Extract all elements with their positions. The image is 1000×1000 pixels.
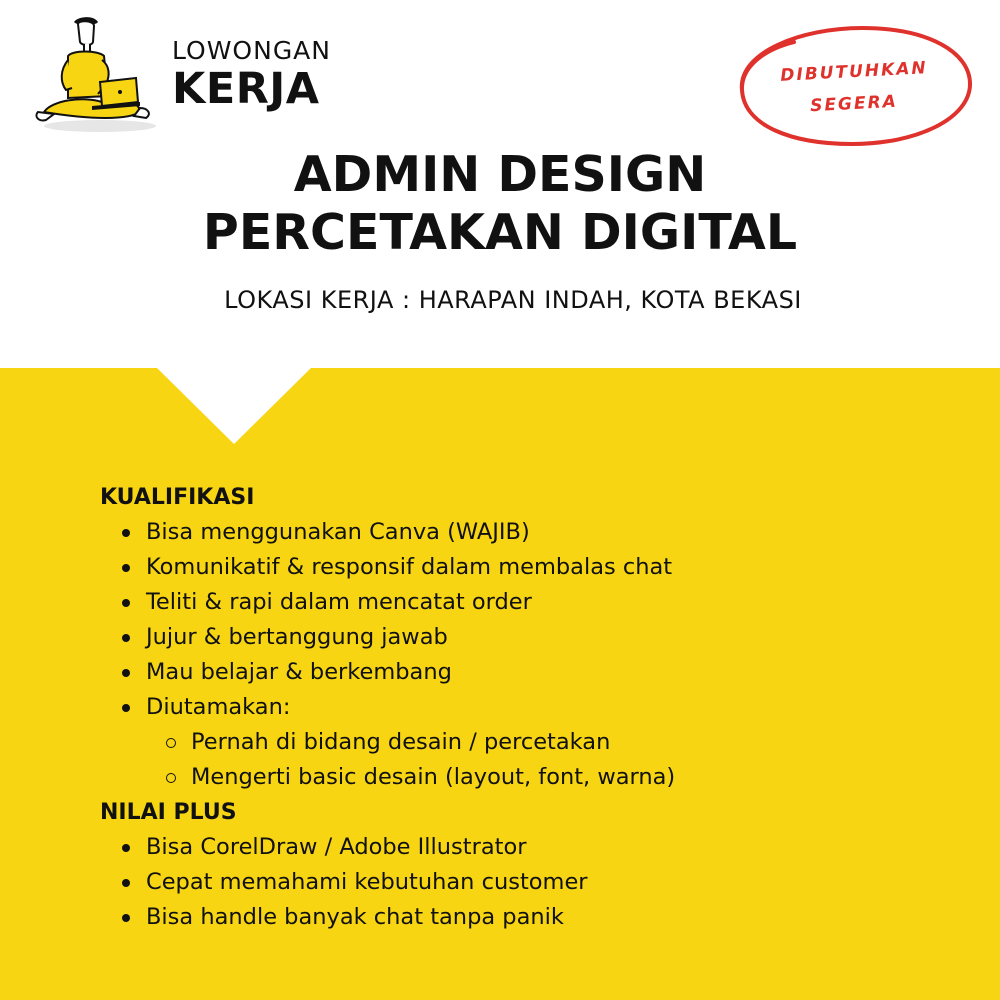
job-title-line-1: ADMIN DESIGN [293,146,707,203]
bullet-icon [122,844,130,852]
hollow-bullet-icon [166,773,176,783]
list-item: Bisa handle banyak chat tanpa panik [100,900,960,935]
person-with-laptop-illustration [32,16,158,138]
list-item: Jujur & bertanggung jawab [100,620,960,655]
requirements-content [100,480,960,935]
pointer-notch [0,368,1000,448]
bullet-icon [122,914,130,922]
sub-list-item: Mengerti basic desain (layout, font, warna) [100,760,960,795]
stamp-line-2: SEGERA [809,91,899,117]
list-item: Diutamakan: [100,690,960,725]
nilai-plus-list [100,830,960,935]
job-title [0,146,1000,262]
stamp-line-1: DIBUTUHKAN [779,58,929,86]
brand-small-text: LOWONGAN [172,36,331,65]
list-item: Bisa CorelDraw / Adobe Illustrator [100,830,960,865]
bullet-icon [122,634,130,642]
job-title-line-2: PERCETAKAN DIGITAL [202,204,798,261]
job-location: LOKASI KERJA : HARAPAN INDAH, KOTA BEKASI [224,286,802,314]
header-section [0,0,1000,370]
list-item: Mau belajar & berkembang [100,655,960,690]
list-item: Komunikatif & responsif dalam membalas chat [100,550,960,585]
bullet-icon [122,879,130,887]
section-title-nilai-plus: NILAI PLUS [100,800,237,825]
list-item: Teliti & rapi dalam mencatat order [100,585,960,620]
brand-heading [172,36,331,112]
bullet-icon [122,599,130,607]
sub-list-item: Pernah di bidang desain / percetakan [100,725,960,760]
kualifikasi-list [100,515,960,725]
urgent-stamp [732,18,976,152]
bullet-icon [122,704,130,712]
brand-big-text: KERJA [172,64,320,114]
list-item: Cepat memahami kebutuhan customer [100,865,960,900]
list-item: Bisa menggunakan Canva (WAJIB) [100,515,960,550]
bullet-icon [122,564,130,572]
bullet-icon [122,529,130,537]
hollow-bullet-icon [166,738,176,748]
section-title-kualifikasi: KUALIFIKASI [100,485,255,510]
diutamakan-sublist [100,725,960,795]
bullet-icon [122,669,130,677]
